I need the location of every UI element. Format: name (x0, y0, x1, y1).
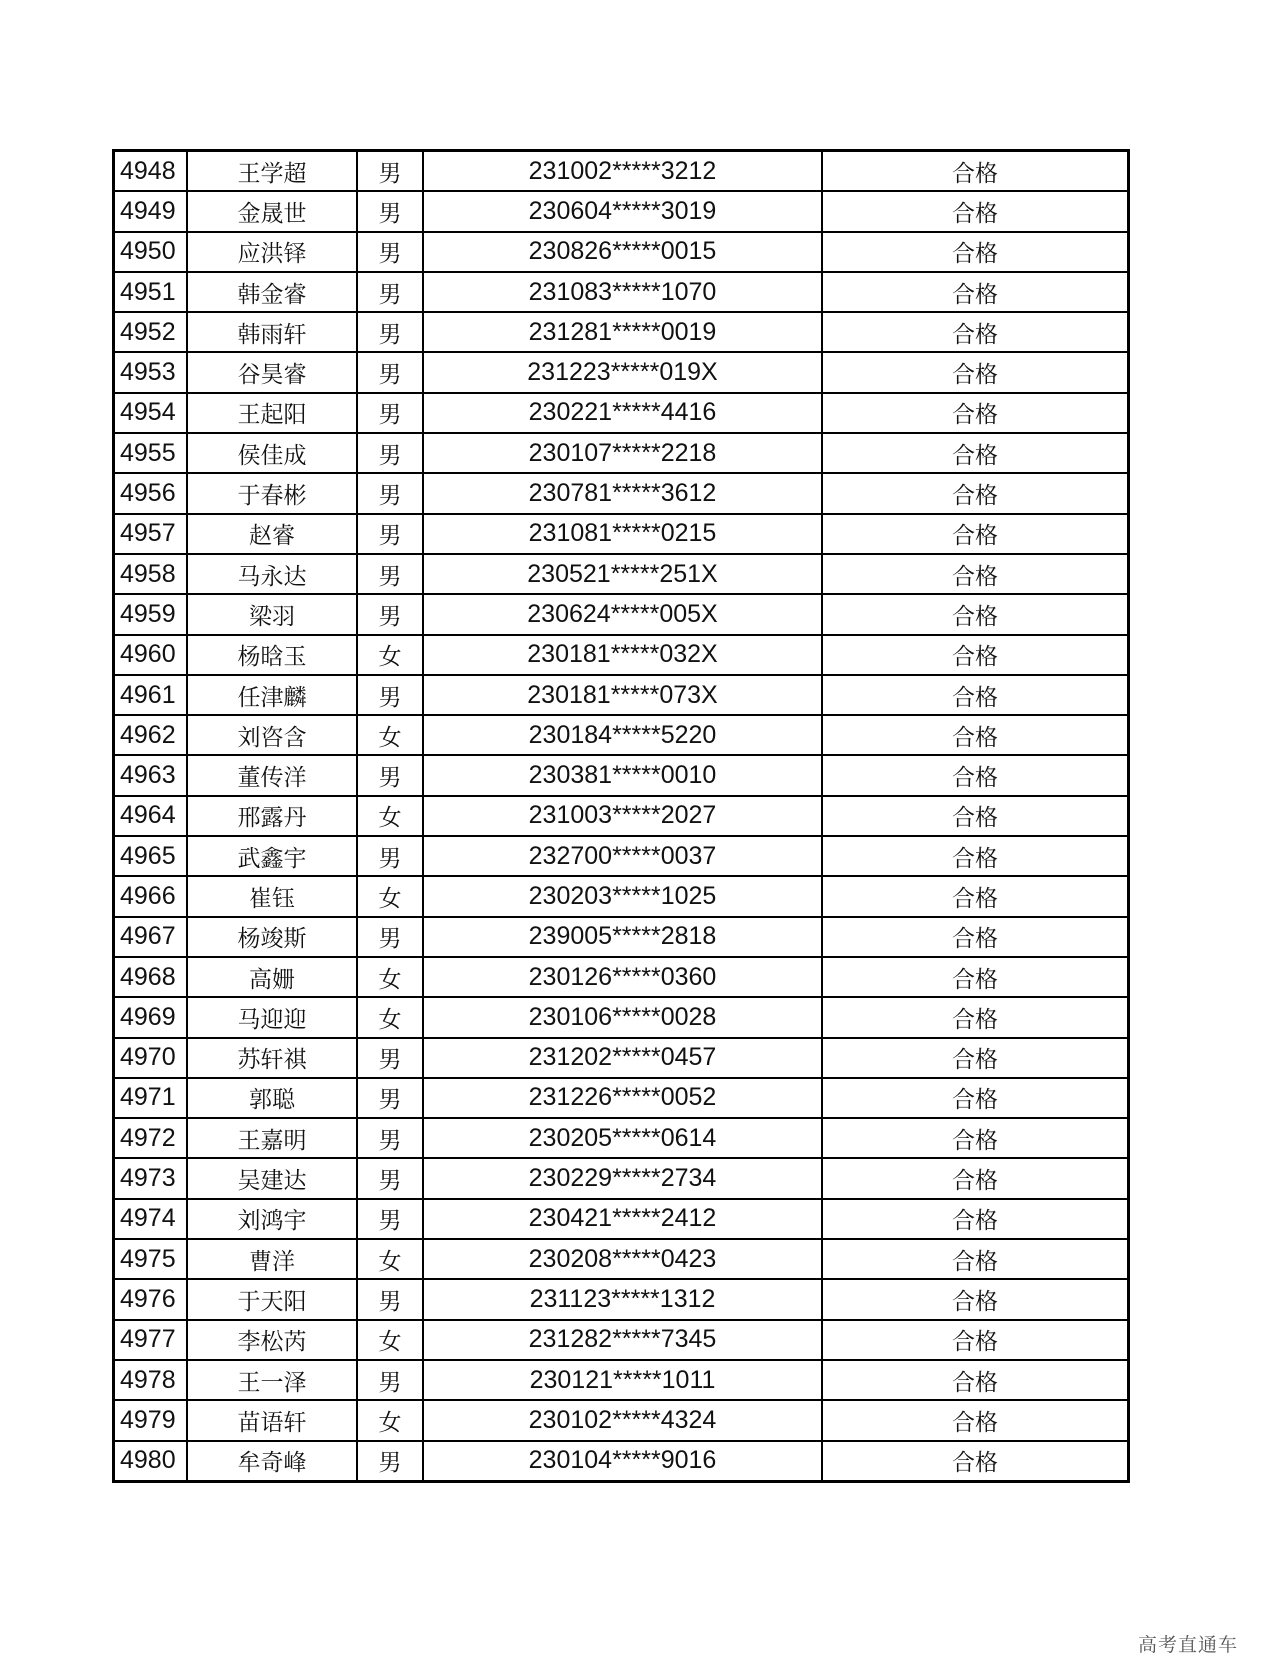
row-number-cell: 4949 (114, 191, 188, 231)
gender-cell: 男 (357, 312, 423, 352)
result-cell: 合格 (822, 1158, 1129, 1198)
name-cell: 杨竣斯 (187, 917, 357, 957)
table-row (114, 151, 1129, 192)
id-number-cell: 230604*****3019 (423, 191, 822, 231)
gender-cell: 男 (357, 1360, 423, 1400)
name-cell: 崔钰 (187, 876, 357, 916)
name-cell: 韩雨轩 (187, 312, 357, 352)
gender-cell: 男 (357, 393, 423, 433)
id-number-cell: 230208*****0423 (423, 1239, 822, 1279)
result-cell: 合格 (822, 957, 1129, 997)
result-cell: 合格 (822, 151, 1129, 192)
table-row (114, 1078, 1129, 1118)
result-cell: 合格 (822, 1078, 1129, 1118)
id-number-cell: 230421*****2412 (423, 1199, 822, 1239)
table-row (114, 514, 1129, 554)
table-row (114, 554, 1129, 594)
name-cell: 刘咨含 (187, 715, 357, 755)
results-table-body (114, 151, 1129, 1482)
id-number-cell: 230826*****0015 (423, 232, 822, 272)
result-cell: 合格 (822, 1199, 1129, 1239)
name-cell: 苗语轩 (187, 1400, 357, 1440)
table-row (114, 1279, 1129, 1319)
result-cell: 合格 (822, 393, 1129, 433)
id-number-cell: 231002*****3212 (423, 151, 822, 192)
table-row (114, 755, 1129, 795)
gender-cell: 女 (357, 715, 423, 755)
row-number-cell: 4968 (114, 957, 188, 997)
name-cell: 于天阳 (187, 1279, 357, 1319)
gender-cell: 男 (357, 554, 423, 594)
gender-cell: 女 (357, 635, 423, 675)
result-cell: 合格 (822, 876, 1129, 916)
name-cell: 王学超 (187, 151, 357, 192)
row-number-cell: 4951 (114, 272, 188, 312)
row-number-cell: 4977 (114, 1320, 188, 1360)
row-number-cell: 4963 (114, 755, 188, 795)
id-number-cell: 230184*****5220 (423, 715, 822, 755)
id-number-cell: 230229*****2734 (423, 1158, 822, 1198)
id-number-cell: 230102*****4324 (423, 1400, 822, 1440)
gender-cell: 女 (357, 1400, 423, 1440)
result-cell: 合格 (822, 473, 1129, 513)
id-number-cell: 230221*****4416 (423, 393, 822, 433)
result-cell: 合格 (822, 1279, 1129, 1319)
id-number-cell: 230624*****005X (423, 594, 822, 634)
row-number-cell: 4962 (114, 715, 188, 755)
name-cell: 武鑫宇 (187, 836, 357, 876)
table-row (114, 191, 1129, 231)
gender-cell: 女 (357, 1320, 423, 1360)
id-number-cell: 231226*****0052 (423, 1078, 822, 1118)
row-number-cell: 4980 (114, 1441, 188, 1482)
gender-cell: 男 (357, 352, 423, 392)
gender-cell: 男 (357, 272, 423, 312)
name-cell: 赵睿 (187, 514, 357, 554)
table-row (114, 1239, 1129, 1279)
name-cell: 任津麟 (187, 675, 357, 715)
row-number-cell: 4955 (114, 433, 188, 473)
row-number-cell: 4973 (114, 1158, 188, 1198)
name-cell: 苏轩祺 (187, 1038, 357, 1078)
result-cell: 合格 (822, 715, 1129, 755)
table-row (114, 796, 1129, 836)
id-number-cell: 231123*****1312 (423, 1279, 822, 1319)
table-row (114, 836, 1129, 876)
gender-cell: 男 (357, 1078, 423, 1118)
result-cell: 合格 (822, 191, 1129, 231)
gender-cell: 女 (357, 1239, 423, 1279)
result-cell: 合格 (822, 675, 1129, 715)
row-number-cell: 4965 (114, 836, 188, 876)
id-number-cell: 230106*****0028 (423, 997, 822, 1037)
name-cell: 谷昊睿 (187, 352, 357, 392)
row-number-cell: 4957 (114, 514, 188, 554)
id-number-cell: 230205*****0614 (423, 1118, 822, 1158)
result-cell: 合格 (822, 232, 1129, 272)
gender-cell: 男 (357, 755, 423, 795)
row-number-cell: 4964 (114, 796, 188, 836)
table-row (114, 876, 1129, 916)
id-number-cell: 230781*****3612 (423, 473, 822, 513)
row-number-cell: 4959 (114, 594, 188, 634)
result-cell: 合格 (822, 272, 1129, 312)
table-row (114, 312, 1129, 352)
name-cell: 吴建达 (187, 1158, 357, 1198)
table-row (114, 433, 1129, 473)
row-number-cell: 4967 (114, 917, 188, 957)
gender-cell: 男 (357, 1158, 423, 1198)
gender-cell: 男 (357, 514, 423, 554)
result-cell: 合格 (822, 1320, 1129, 1360)
table-row (114, 232, 1129, 272)
name-cell: 马迎迎 (187, 997, 357, 1037)
row-number-cell: 4958 (114, 554, 188, 594)
table-row (114, 1400, 1129, 1440)
id-number-cell: 239005*****2818 (423, 917, 822, 957)
gender-cell: 男 (357, 675, 423, 715)
row-number-cell: 4953 (114, 352, 188, 392)
id-number-cell: 230203*****1025 (423, 876, 822, 916)
result-cell: 合格 (822, 514, 1129, 554)
table-row (114, 997, 1129, 1037)
row-number-cell: 4979 (114, 1400, 188, 1440)
id-number-cell: 231003*****2027 (423, 796, 822, 836)
name-cell: 董传洋 (187, 755, 357, 795)
name-cell: 曹洋 (187, 1239, 357, 1279)
gender-cell: 女 (357, 957, 423, 997)
name-cell: 于春彬 (187, 473, 357, 513)
id-number-cell: 231081*****0215 (423, 514, 822, 554)
results-table (112, 149, 1130, 1483)
name-cell: 牟奇峰 (187, 1441, 357, 1482)
id-number-cell: 231223*****019X (423, 352, 822, 392)
row-number-cell: 4952 (114, 312, 188, 352)
name-cell: 应洪铎 (187, 232, 357, 272)
gender-cell: 男 (357, 1279, 423, 1319)
result-cell: 合格 (822, 554, 1129, 594)
id-number-cell: 231281*****0019 (423, 312, 822, 352)
table-row (114, 715, 1129, 755)
result-cell: 合格 (822, 1400, 1129, 1440)
name-cell: 韩金睿 (187, 272, 357, 312)
result-cell: 合格 (822, 312, 1129, 352)
id-number-cell: 232700*****0037 (423, 836, 822, 876)
table-row (114, 1158, 1129, 1198)
id-number-cell: 230126*****0360 (423, 957, 822, 997)
table-row (114, 473, 1129, 513)
name-cell: 金晟世 (187, 191, 357, 231)
gender-cell: 女 (357, 997, 423, 1037)
result-cell: 合格 (822, 1360, 1129, 1400)
id-number-cell: 230181*****073X (423, 675, 822, 715)
gender-cell: 女 (357, 796, 423, 836)
gender-cell: 男 (357, 1199, 423, 1239)
name-cell: 邢露丹 (187, 796, 357, 836)
result-cell: 合格 (822, 352, 1129, 392)
result-cell: 合格 (822, 635, 1129, 675)
row-number-cell: 4954 (114, 393, 188, 433)
gender-cell: 男 (357, 473, 423, 513)
id-number-cell: 230521*****251X (423, 554, 822, 594)
name-cell: 王起阳 (187, 393, 357, 433)
id-number-cell: 230121*****1011 (423, 1360, 822, 1400)
gender-cell: 男 (357, 1441, 423, 1482)
row-number-cell: 4966 (114, 876, 188, 916)
table-row (114, 1360, 1129, 1400)
name-cell: 杨晗玉 (187, 635, 357, 675)
row-number-cell: 4971 (114, 1078, 188, 1118)
name-cell: 高姗 (187, 957, 357, 997)
table-row (114, 1118, 1129, 1158)
gender-cell: 男 (357, 836, 423, 876)
id-number-cell: 230107*****2218 (423, 433, 822, 473)
gender-cell: 男 (357, 1118, 423, 1158)
table-row (114, 1441, 1129, 1482)
table-row (114, 393, 1129, 433)
id-number-cell: 231282*****7345 (423, 1320, 822, 1360)
id-number-cell: 230381*****0010 (423, 755, 822, 795)
row-number-cell: 4960 (114, 635, 188, 675)
table-row (114, 917, 1129, 957)
gender-cell: 男 (357, 191, 423, 231)
gender-cell: 男 (357, 917, 423, 957)
row-number-cell: 4972 (114, 1118, 188, 1158)
gender-cell: 女 (357, 876, 423, 916)
watermark-text: 高考直通车 (1138, 1634, 1239, 1656)
result-cell: 合格 (822, 917, 1129, 957)
row-number-cell: 4950 (114, 232, 188, 272)
table-row (114, 635, 1129, 675)
result-cell: 合格 (822, 433, 1129, 473)
gender-cell: 男 (357, 232, 423, 272)
row-number-cell: 4970 (114, 1038, 188, 1078)
table-row (114, 675, 1129, 715)
result-cell: 合格 (822, 1118, 1129, 1158)
row-number-cell: 4974 (114, 1199, 188, 1239)
name-cell: 王嘉明 (187, 1118, 357, 1158)
id-number-cell: 231202*****0457 (423, 1038, 822, 1078)
row-number-cell: 4978 (114, 1360, 188, 1400)
result-cell: 合格 (822, 796, 1129, 836)
name-cell: 王一泽 (187, 1360, 357, 1400)
result-cell: 合格 (822, 836, 1129, 876)
name-cell: 郭聪 (187, 1078, 357, 1118)
result-cell: 合格 (822, 594, 1129, 634)
row-number-cell: 4975 (114, 1239, 188, 1279)
name-cell: 梁羽 (187, 594, 357, 634)
gender-cell: 男 (357, 433, 423, 473)
gender-cell: 男 (357, 1038, 423, 1078)
table-row (114, 352, 1129, 392)
result-cell: 合格 (822, 1239, 1129, 1279)
result-cell: 合格 (822, 1038, 1129, 1078)
row-number-cell: 4976 (114, 1279, 188, 1319)
result-cell: 合格 (822, 1441, 1129, 1482)
name-cell: 李松芮 (187, 1320, 357, 1360)
row-number-cell: 4948 (114, 151, 188, 192)
table-row (114, 272, 1129, 312)
name-cell: 侯佳成 (187, 433, 357, 473)
row-number-cell: 4956 (114, 473, 188, 513)
table-row (114, 594, 1129, 634)
result-cell: 合格 (822, 997, 1129, 1037)
table-row (114, 1320, 1129, 1360)
gender-cell: 男 (357, 151, 423, 192)
name-cell: 刘鸿宇 (187, 1199, 357, 1239)
name-cell: 马永达 (187, 554, 357, 594)
row-number-cell: 4961 (114, 675, 188, 715)
result-cell: 合格 (822, 755, 1129, 795)
id-number-cell: 230104*****9016 (423, 1441, 822, 1482)
table-row (114, 1199, 1129, 1239)
table-row (114, 957, 1129, 997)
id-number-cell: 231083*****1070 (423, 272, 822, 312)
table-row (114, 1038, 1129, 1078)
row-number-cell: 4969 (114, 997, 188, 1037)
gender-cell: 男 (357, 594, 423, 634)
id-number-cell: 230181*****032X (423, 635, 822, 675)
